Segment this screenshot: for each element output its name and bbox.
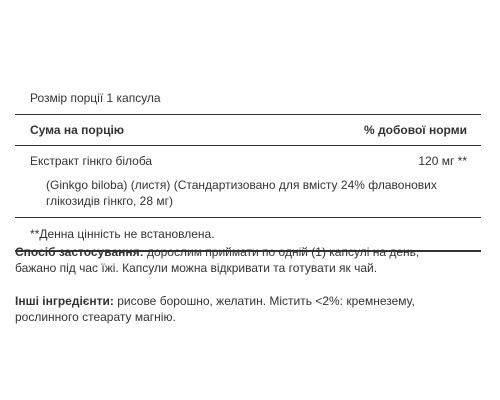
ingredient-detail: (Ginkgo biloba) (листя) (Стандартизовано для вмісту 24% флавонових глікозидів гінкго, 28 мг) bbox=[46, 178, 437, 208]
other-ingredients-section bbox=[15, 293, 455, 325]
usage-text: дорослим приймати по одній (1) капсулі на день, бажано під час їжі. Капсули можна відкривати та готувати як чай. bbox=[15, 245, 420, 275]
other-ingredients-text: рисове борошно, желатин. Містить <2%: кремнезему, рослинного стеарату магнію. bbox=[15, 294, 415, 324]
table-row bbox=[15, 146, 481, 169]
usage-label: Спосіб застосування: bbox=[15, 245, 144, 259]
ingredient-name: Екстракт гінкго білоба bbox=[30, 154, 153, 168]
footnote: **Денна цінність не встановлена. bbox=[30, 227, 215, 241]
table-header bbox=[15, 115, 481, 145]
daily-value-header: % добової норми bbox=[364, 123, 467, 137]
serving-size: Розмір порції 1 капсула bbox=[30, 91, 161, 105]
amount-per-serving-header: Сума на порцію bbox=[30, 123, 125, 137]
supplement-facts-table bbox=[15, 82, 481, 252]
usage-section bbox=[15, 244, 455, 276]
other-ingredients-label: Інші інгредієнти: bbox=[15, 294, 114, 308]
ingredient-amount: 120 мг ** bbox=[418, 154, 467, 168]
